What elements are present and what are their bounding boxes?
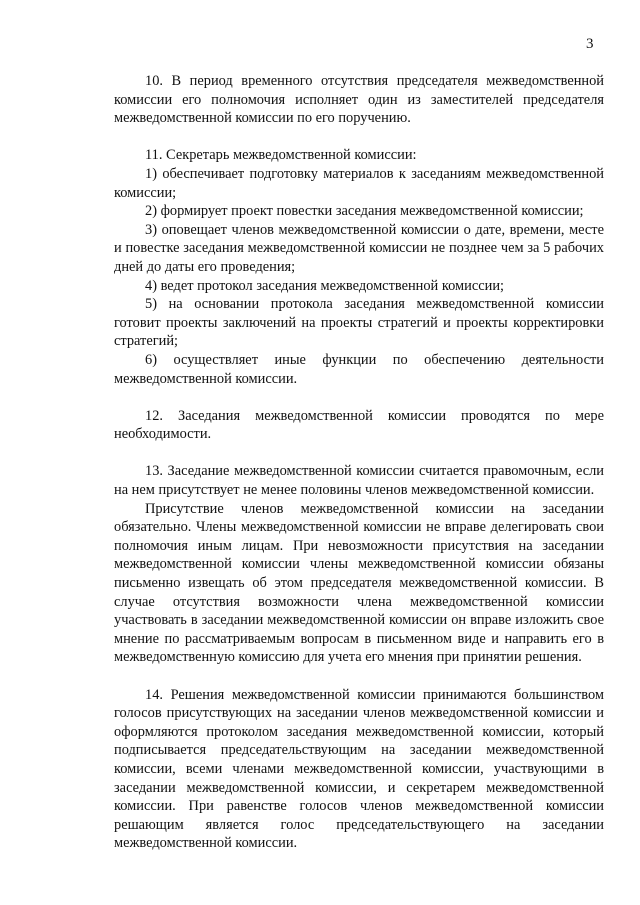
list-item-11-2: 2) формирует проект повестки заседания межведомственной комиссии; [145,203,584,220]
list-item-11-5: 5) на основании протокола заседания межведомственной комиссии готовит проекты заключений на проекты стратегий и проекты корректировки стратегий; [114,296,604,350]
paragraph-14: 14. Решения межведомственной комиссии принимаются большинством голосов присутствующих на заседании членов межведомственной комиссии и оформляются протоколом заседания межведомственной комиссии, который подписывается председательствующим на заседании межведомственной комиссии, всеми членами межведомственной комиссии, участвующими в заседании межведомственной комиссии, и секретарем межведомственной комиссии. При равенстве голосов членов межведомственной комиссии решающим является голос председательствующего на заседании межведомственной комиссии. [114,686,604,852]
list-item-11-3: 3) оповещает членов межведомственной комиссии о дате, времени, месте и повестке заседания межведомственной комиссии не позднее чем за 5 рабочих дней до даты его проведения; [114,221,604,275]
document-body [114,72,604,853]
paragraph-13-attendance: Присутствие членов межведомственной комиссии на заседании обязательно. Члены межведомственной комиссии не вправе делегировать свои полномочия иным лицам. При невозможности присутствия на заседании межведомственной комиссии члены межведомственной комиссии обязаны письменно извещать об этом председателя межведомственной комиссии. В случае отсутствия возможности члена межведомственной комиссии участвовать в заседании межведомственной комиссии он вправе изложить свое мнение по рассматриваемым вопросам в письменном виде и направить его в межведомственную комиссию для учета его мнения при принятии решения. [114,500,604,666]
paragraph-11-heading: 11. Секретарь межведомственной комиссии: [145,147,417,164]
paragraph-10: 10. В период временного отсутствия председателя межведомственной комиссии его полномочия исполняет один из заместителей председателя межведомственной комиссии по его поручению. [114,73,604,127]
list-item-11-1: 1) обеспечивает подготовку материалов к заседаниям межведомственной комиссии; [114,165,604,201]
paragraph-12: 12. Заседания межведомственной комиссии проводятся по мере необходимости. [114,407,604,443]
paragraph-13: 13. Заседание межведомственной комиссии считается правомочным, если на нем присутствует не менее половины членов межведомственной комиссии. [114,463,604,499]
list-item-11-6: 6) осуществляет иные функции по обеспечению деятельности межведомственной комиссии. [114,351,604,387]
page-number: 3 [586,36,594,52]
list-item-11-4: 4) ведет протокол заседания межведомственной комиссии; [145,277,505,294]
